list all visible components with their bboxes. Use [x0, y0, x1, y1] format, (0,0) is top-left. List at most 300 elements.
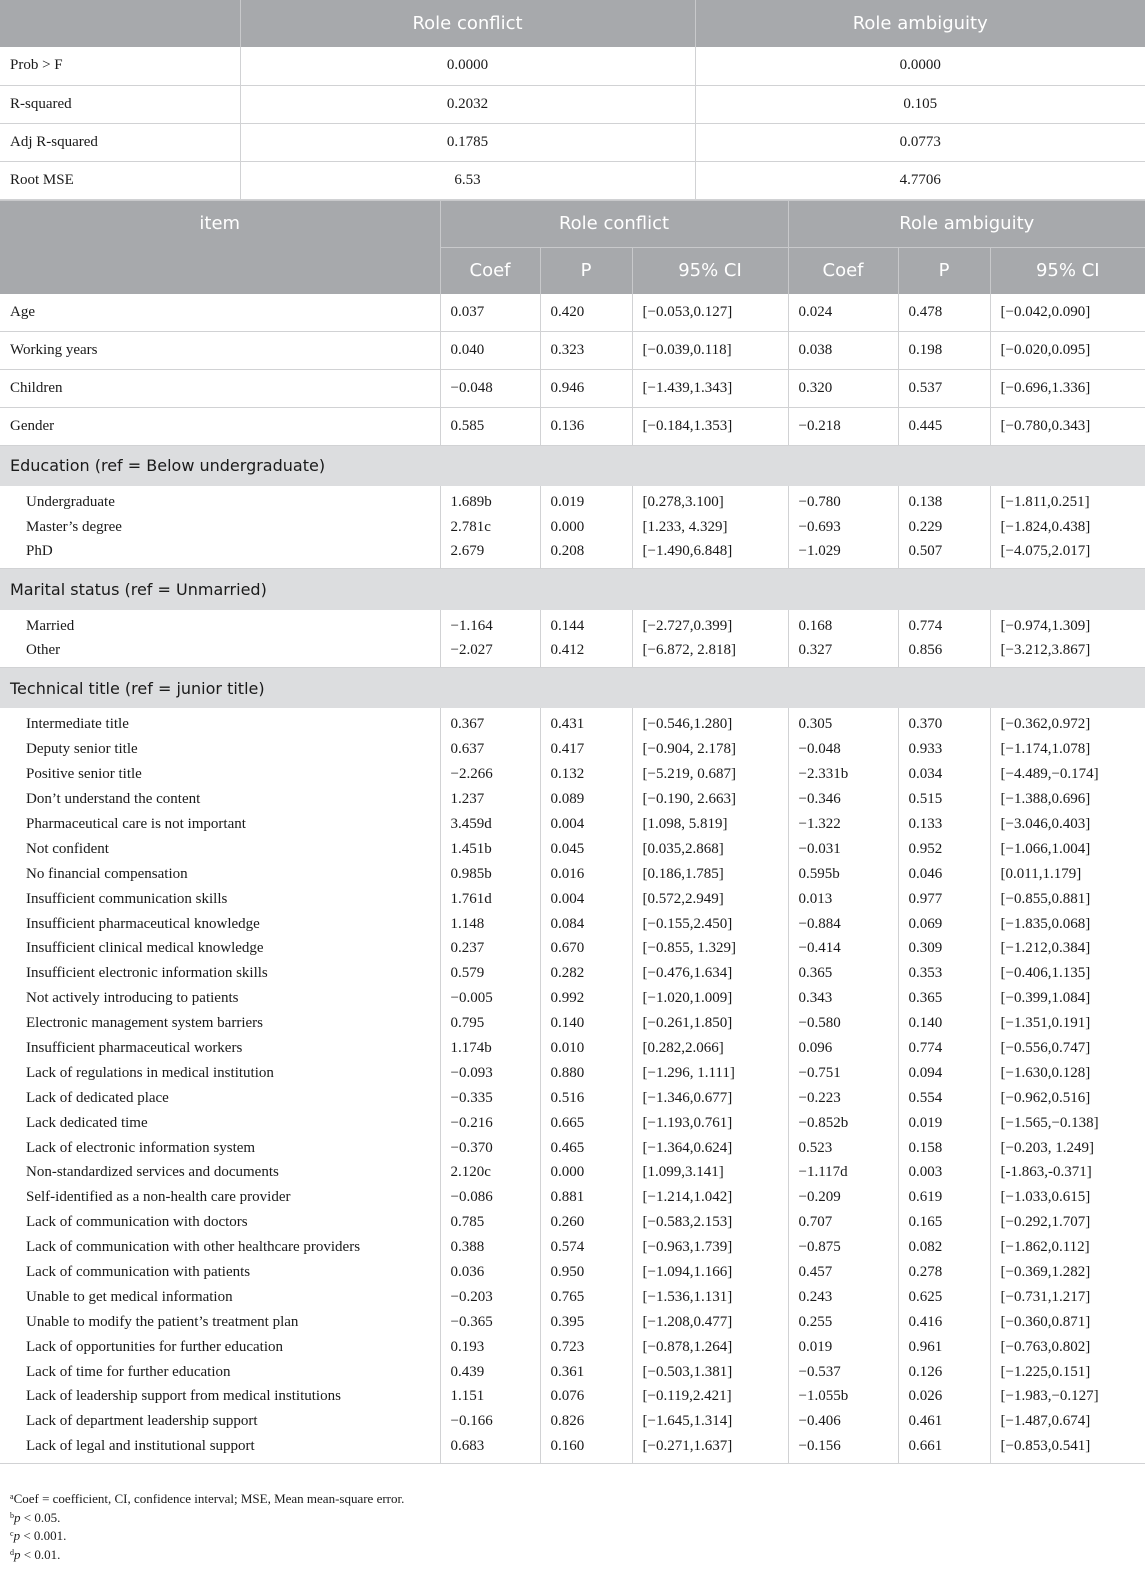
table-row [0, 1310, 1145, 1335]
conflict-ci: [−0.583,2.153] [632, 1210, 788, 1235]
table-row [0, 486, 1145, 515]
conflict-coef: 2.679 [440, 540, 540, 569]
ambiguity-ci: [−1.835,0.068] [990, 912, 1145, 937]
table-row [0, 1385, 1145, 1410]
summary-ambiguity-value: 0.0000 [695, 47, 1145, 85]
conflict-p: 0.016 [540, 862, 632, 887]
row-label: Lack of time for further education [26, 1363, 231, 1380]
table-row [0, 812, 1145, 837]
row-label: No financial compensation [26, 865, 188, 882]
ambiguity-ci: [−0.203, 1.249] [990, 1136, 1145, 1161]
conflict-coef: 0.683 [440, 1434, 540, 1463]
footnote-threshold: < 0.05. [20, 1509, 61, 1525]
conflict-ci: [0.035,2.868] [632, 837, 788, 862]
ambiguity-p: 0.478 [898, 294, 990, 332]
row-label: Lack of dedicated place [26, 1089, 169, 1106]
conflict-coef: 0.785 [440, 1210, 540, 1235]
conflict-ci: [−1.020,1.009] [632, 986, 788, 1011]
summary-label: Root MSE [0, 161, 240, 199]
conflict-p: 0.574 [540, 1235, 632, 1260]
ambiguity-ci: [−1.033,0.615] [990, 1185, 1145, 1210]
conflict-coef: −0.370 [440, 1136, 540, 1161]
conflict-coef: 0.037 [440, 294, 540, 332]
conflict-coef: 1.689b [440, 486, 540, 515]
conflict-p: 0.089 [540, 787, 632, 812]
footnote-mark: c [10, 1529, 14, 1538]
section-title: Technical title (ref = junior title) [0, 667, 1145, 708]
table-row [0, 1086, 1145, 1111]
row-label: Unable to modify the patient’s treatment plan [26, 1313, 299, 1330]
ambiguity-p: 0.158 [898, 1136, 990, 1161]
table-row [0, 1185, 1145, 1210]
ambiguity-coef: −0.751 [788, 1061, 898, 1086]
ambiguity-coef: −0.580 [788, 1011, 898, 1036]
conflict-p: 0.417 [540, 737, 632, 762]
conflict-ci: [−1.645,1.314] [632, 1409, 788, 1434]
conflict-p: 0.004 [540, 812, 632, 837]
conflict-ci: [−0.878,1.264] [632, 1335, 788, 1360]
conflict-coef: 2.781c [440, 515, 540, 540]
footnote-p: p [13, 1528, 21, 1543]
row-label: Pharmaceutical care is not important [26, 815, 246, 832]
ambiguity-coef: 0.595b [788, 862, 898, 887]
ambiguity-coef: −0.780 [788, 486, 898, 515]
ambiguity-coef: −0.346 [788, 787, 898, 812]
conflict-p: 0.010 [540, 1036, 632, 1061]
row-label: Other [0, 639, 440, 668]
ambiguity-ci: [−3.212,3.867] [990, 639, 1145, 668]
ambiguity-ci: [−1.388,0.696] [990, 787, 1145, 812]
summary-label: Adj R-squared [0, 123, 240, 161]
ambiguity-coef: −1.322 [788, 812, 898, 837]
conflict-coef: −0.093 [440, 1061, 540, 1086]
footnote-p: p [14, 1546, 21, 1562]
conflict-ci: [−6.872, 2.818] [632, 639, 788, 668]
ambiguity-p: 0.774 [898, 610, 990, 639]
row-label: Positive senior title [26, 766, 142, 783]
ambiguity-ci: [−3.046,0.403] [990, 812, 1145, 837]
row-label: Master’s degree [26, 518, 122, 535]
ambiguity-coef: 0.038 [788, 332, 898, 370]
conflict-coef: 0.795 [440, 1011, 540, 1036]
ambiguity-ci: [−0.962,0.516] [990, 1086, 1145, 1111]
ambiguity-coef: −0.537 [788, 1360, 898, 1385]
ambiguity-ci: [−0.020,0.095] [990, 332, 1145, 370]
conflict-coef: −0.365 [440, 1310, 540, 1335]
row-label: Insufficient electronic information skills [26, 965, 268, 982]
summary-conflict-value: 0.2032 [240, 85, 695, 123]
conflict-coef: 1.451b [440, 837, 540, 862]
table-row [0, 639, 1145, 668]
row-label: Don’t understand the content [26, 791, 201, 808]
conflict-coef: 0.585 [440, 407, 540, 445]
conflict-p: 0.000 [540, 515, 632, 540]
ambiguity-ci: [−1.811,0.251] [990, 486, 1145, 515]
conflict-p: 0.881 [540, 1185, 632, 1210]
ambiguity-coef: −0.884 [788, 912, 898, 937]
ambiguity-p: 0.278 [898, 1260, 990, 1285]
footnote-line [10, 1526, 404, 1545]
row-label: Not actively introducing to patients [26, 990, 239, 1007]
conflict-ci: [−0.184,1.353] [632, 407, 788, 445]
conflict-ci: [0.572,2.949] [632, 887, 788, 912]
row-label: Unable to get medical information [26, 1288, 233, 1305]
row-label: Lack of leadership support from medical institutions [26, 1388, 341, 1405]
ambiguity-coef: −1.117d [788, 1160, 898, 1185]
header-conflict-p: P [540, 247, 632, 294]
conflict-p: 0.431 [540, 708, 632, 737]
conflict-coef: 0.388 [440, 1235, 540, 1260]
footnote-threshold: < 0.001. [20, 1528, 67, 1543]
conflict-p: 0.723 [540, 1335, 632, 1360]
ambiguity-coef: 0.024 [788, 294, 898, 332]
table-row [0, 1160, 1145, 1185]
ambiguity-p: 0.774 [898, 1036, 990, 1061]
row-label: Self-identified as a non-health care provider [26, 1189, 291, 1206]
table-row [0, 1335, 1145, 1360]
conflict-p: 0.765 [540, 1285, 632, 1310]
table-row [0, 1011, 1145, 1036]
conflict-coef: 0.985b [440, 862, 540, 887]
row-label: Insufficient pharmaceutical workers [26, 1039, 243, 1056]
conflict-p: 0.144 [540, 610, 632, 639]
conflict-ci: [0.186,1.785] [632, 862, 788, 887]
ambiguity-ci: [−1.630,0.128] [990, 1061, 1145, 1086]
ambiguity-ci: [−0.780,0.343] [990, 407, 1145, 445]
row-label: Intermediate title [26, 716, 129, 733]
ambiguity-p: 0.138 [898, 486, 990, 515]
footnote-line [10, 1545, 404, 1564]
conflict-p: 0.282 [540, 961, 632, 986]
table-row [0, 837, 1145, 862]
main-header-row [0, 200, 1145, 247]
conflict-coef: 0.237 [440, 936, 540, 961]
summary-header-row [0, 0, 1145, 47]
ambiguity-p: 0.229 [898, 515, 990, 540]
conflict-ci: [1.098, 5.819] [632, 812, 788, 837]
ambiguity-p: 0.198 [898, 332, 990, 370]
conflict-ci: [−1.296, 1.111] [632, 1061, 788, 1086]
conflict-coef: 0.579 [440, 961, 540, 986]
conflict-coef: 0.040 [440, 332, 540, 370]
header-role-ambiguity: Role ambiguity [788, 200, 1145, 247]
ambiguity-coef: 0.327 [788, 639, 898, 668]
ambiguity-ci: [−1.862,0.112] [990, 1235, 1145, 1260]
footnote-line [10, 1489, 404, 1508]
conflict-coef: 0.439 [440, 1360, 540, 1385]
table-row [0, 986, 1145, 1011]
conflict-ci: [−1.094,1.166] [632, 1260, 788, 1285]
ambiguity-coef: −0.209 [788, 1185, 898, 1210]
conflict-ci: [1.099,3.141] [632, 1160, 788, 1185]
ambiguity-p: 0.133 [898, 812, 990, 837]
ambiguity-p: 0.094 [898, 1061, 990, 1086]
conflict-ci: [−0.855, 1.329] [632, 936, 788, 961]
ambiguity-coef: −0.031 [788, 837, 898, 862]
ambiguity-coef: −0.156 [788, 1434, 898, 1463]
table-row [0, 332, 1145, 370]
row-label: Undergraduate [26, 493, 115, 510]
row-label: Children [0, 370, 440, 408]
conflict-ci: [−0.476,1.634] [632, 961, 788, 986]
ambiguity-coef: 0.457 [788, 1260, 898, 1285]
conflict-p: 0.160 [540, 1434, 632, 1463]
conflict-ci: [0.282,2.066] [632, 1036, 788, 1061]
summary-row [0, 85, 1145, 123]
ambiguity-coef: −0.223 [788, 1086, 898, 1111]
conflict-ci: [−0.271,1.637] [632, 1434, 788, 1463]
conflict-ci: [−1.346,0.677] [632, 1086, 788, 1111]
conflict-ci: [1.233, 4.329] [632, 515, 788, 540]
ambiguity-coef: 0.243 [788, 1285, 898, 1310]
section-row [0, 445, 1145, 486]
row-label: Lack of communication with other healthcare providers [26, 1239, 361, 1256]
conflict-p: 0.084 [540, 912, 632, 937]
footnote-text: Coef = coefficient, CI, confidence interval; MSE, Mean mean-square error. [13, 1491, 405, 1506]
conflict-p: 0.132 [540, 762, 632, 787]
ambiguity-coef: 0.305 [788, 708, 898, 737]
ambiguity-ci: [−1.225,0.151] [990, 1360, 1145, 1385]
summary-conflict-value: 6.53 [240, 161, 695, 199]
conflict-ci: [−0.039,0.118] [632, 332, 788, 370]
row-label: PhD [0, 540, 440, 569]
conflict-ci: [−1.536,1.131] [632, 1285, 788, 1310]
ambiguity-coef: 0.320 [788, 370, 898, 408]
footnote-p: p [14, 1509, 21, 1525]
row-label: Insufficient pharmaceutical knowledge [26, 915, 260, 932]
ambiguity-ci: [−0.853,0.541] [990, 1434, 1145, 1463]
ambiguity-ci: [−0.556,0.747] [990, 1036, 1145, 1061]
header-ambiguity-p: P [898, 247, 990, 294]
conflict-coef: −0.166 [440, 1409, 540, 1434]
conflict-p: 0.076 [540, 1385, 632, 1410]
table-row [0, 1360, 1145, 1385]
row-label: Lack of communication with patients [26, 1263, 251, 1280]
ambiguity-p: 0.445 [898, 407, 990, 445]
summary-ambiguity-value: 4.7706 [695, 161, 1145, 199]
section-title: Education (ref = Below undergraduate) [0, 445, 1145, 486]
conflict-p: 0.000 [540, 1160, 632, 1185]
table-row [0, 515, 1145, 540]
conflict-coef: 0.367 [440, 708, 540, 737]
footnote-mark: d [10, 1547, 14, 1557]
ambiguity-ci: [−0.399,1.084] [990, 986, 1145, 1011]
summary-row [0, 47, 1145, 85]
ambiguity-p: 0.661 [898, 1434, 990, 1463]
ambiguity-ci: [0.011,1.179] [990, 862, 1145, 887]
conflict-coef: 2.120c [440, 1160, 540, 1185]
ambiguity-p: 0.554 [898, 1086, 990, 1111]
conflict-coef: 1.761d [440, 887, 540, 912]
summary-ambiguity-value: 0.105 [695, 85, 1145, 123]
conflict-p: 0.045 [540, 837, 632, 862]
ambiguity-coef: −1.055b [788, 1385, 898, 1410]
row-label: Lack of department leadership support [26, 1413, 258, 1430]
ambiguity-coef: −0.414 [788, 936, 898, 961]
conflict-coef: −2.027 [440, 639, 540, 668]
ambiguity-coef: 0.096 [788, 1036, 898, 1061]
ambiguity-coef: 0.523 [788, 1136, 898, 1161]
ambiguity-p: 0.977 [898, 887, 990, 912]
ambiguity-ci: [−1.212,0.384] [990, 936, 1145, 961]
table-row [0, 370, 1145, 408]
ambiguity-p: 0.019 [898, 1111, 990, 1136]
ambiguity-p: 0.625 [898, 1285, 990, 1310]
header-ambiguity-coef: Coef [788, 247, 898, 294]
ambiguity-p: 0.461 [898, 1409, 990, 1434]
table-row [0, 1285, 1145, 1310]
table-row [0, 1111, 1145, 1136]
conflict-ci: [−0.119,2.421] [632, 1385, 788, 1410]
table-row [0, 762, 1145, 787]
ambiguity-p: 0.026 [898, 1385, 990, 1410]
table-row [0, 912, 1145, 937]
ambiguity-p: 0.309 [898, 936, 990, 961]
conflict-ci: [−1.208,0.477] [632, 1310, 788, 1335]
summary-header-role-ambiguity: Role ambiguity [695, 0, 1145, 47]
ambiguity-p: 0.537 [898, 370, 990, 408]
summary-row [0, 161, 1145, 199]
table-row [0, 294, 1145, 332]
ambiguity-p: 0.034 [898, 762, 990, 787]
conflict-ci: [−0.155,2.450] [632, 912, 788, 937]
header-conflict-ci: 95% CI [632, 247, 788, 294]
row-label: Electronic management system barriers [26, 1015, 263, 1032]
ambiguity-ci: [−0.042,0.090] [990, 294, 1145, 332]
ambiguity-coef: 0.168 [788, 610, 898, 639]
summary-ambiguity-value: 0.0773 [695, 123, 1145, 161]
row-label: Not confident [26, 840, 109, 857]
ambiguity-p: 0.046 [898, 862, 990, 887]
ambiguity-p: 0.961 [898, 1335, 990, 1360]
row-label: Married [26, 617, 75, 634]
conflict-coef: −0.086 [440, 1185, 540, 1210]
conflict-p: 0.665 [540, 1111, 632, 1136]
ambiguity-coef: 0.343 [788, 986, 898, 1011]
ambiguity-ci: [−4.075,2.017] [990, 540, 1145, 569]
ambiguity-coef: 0.013 [788, 887, 898, 912]
row-label: Deputy senior title [26, 741, 138, 758]
model-summary-table [0, 0, 1145, 200]
conflict-ci: [−0.546,1.280] [632, 708, 788, 737]
conflict-p: 0.208 [540, 540, 632, 569]
table-row [0, 787, 1145, 812]
table-row [0, 961, 1145, 986]
section-row [0, 569, 1145, 610]
conflict-ci: [−1.214,1.042] [632, 1185, 788, 1210]
conflict-ci: [−0.963,1.739] [632, 1235, 788, 1260]
ambiguity-ci: [−1.824,0.438] [990, 515, 1145, 540]
conflict-p: 0.420 [540, 294, 632, 332]
conflict-ci: [−1.439,1.343] [632, 370, 788, 408]
section-row [0, 667, 1145, 708]
ambiguity-p: 0.069 [898, 912, 990, 937]
conflict-coef: −2.266 [440, 762, 540, 787]
ambiguity-ci: [-1.863,-0.371] [990, 1160, 1145, 1185]
conflict-p: 0.361 [540, 1360, 632, 1385]
ambiguity-p: 0.952 [898, 837, 990, 862]
conflict-p: 0.670 [540, 936, 632, 961]
conflict-coef: 1.148 [440, 912, 540, 937]
ambiguity-p: 0.353 [898, 961, 990, 986]
conflict-p: 0.880 [540, 1061, 632, 1086]
conflict-coef: −0.005 [440, 986, 540, 1011]
conflict-ci: [−0.261,1.850] [632, 1011, 788, 1036]
row-label: Lack of electronic information system [26, 1139, 256, 1156]
row-label: Working years [0, 332, 440, 370]
ambiguity-coef: −1.029 [788, 540, 898, 569]
ambiguity-ci: [−0.974,1.309] [990, 610, 1145, 639]
ambiguity-coef: 0.255 [788, 1310, 898, 1335]
table-row [0, 1061, 1145, 1086]
table-row [0, 540, 1145, 569]
ambiguity-p: 0.370 [898, 708, 990, 737]
conflict-coef: 1.174b [440, 1036, 540, 1061]
row-label: Insufficient communication skills [26, 890, 228, 907]
table-row [0, 610, 1145, 639]
conflict-coef: −0.335 [440, 1086, 540, 1111]
conflict-p: 0.323 [540, 332, 632, 370]
conflict-coef: −0.216 [440, 1111, 540, 1136]
summary-label: R-squared [0, 85, 240, 123]
conflict-coef: 1.237 [440, 787, 540, 812]
row-label: Lack of opportunities for further education [26, 1338, 283, 1355]
conflict-ci: [−0.904, 2.178] [632, 737, 788, 762]
row-label: Insufficient clinical medical knowledge [26, 940, 264, 957]
ambiguity-p: 0.165 [898, 1210, 990, 1235]
conflict-p: 0.412 [540, 639, 632, 668]
ambiguity-ci: [−0.362,0.972] [990, 708, 1145, 737]
table-footnotes [10, 1489, 404, 1563]
table-row [0, 887, 1145, 912]
conflict-p: 0.992 [540, 986, 632, 1011]
row-label: Lack dedicated time [26, 1114, 148, 1131]
conflict-ci: [−0.190, 2.663] [632, 787, 788, 812]
ambiguity-p: 0.619 [898, 1185, 990, 1210]
summary-header-blank [0, 0, 240, 47]
conflict-p: 0.950 [540, 1260, 632, 1285]
ambiguity-coef: 0.707 [788, 1210, 898, 1235]
ambiguity-p: 0.082 [898, 1235, 990, 1260]
conflict-ci: [−1.364,0.624] [632, 1136, 788, 1161]
ambiguity-ci: [−1.487,0.674] [990, 1409, 1145, 1434]
regression-table [0, 200, 1145, 1464]
ambiguity-p: 0.003 [898, 1160, 990, 1185]
conflict-p: 0.395 [540, 1310, 632, 1335]
ambiguity-ci: [−0.360,0.871] [990, 1310, 1145, 1335]
summary-row [0, 123, 1145, 161]
ambiguity-coef: −0.406 [788, 1409, 898, 1434]
ambiguity-coef: −2.331b [788, 762, 898, 787]
conflict-p: 0.260 [540, 1210, 632, 1235]
ambiguity-ci: [−1.565,−0.138] [990, 1111, 1145, 1136]
header-role-conflict: Role conflict [440, 200, 788, 247]
ambiguity-coef: −0.048 [788, 737, 898, 762]
ambiguity-p: 0.933 [898, 737, 990, 762]
ambiguity-ci: [−1.066,1.004] [990, 837, 1145, 862]
conflict-coef: 3.459d [440, 812, 540, 837]
ambiguity-p: 0.365 [898, 986, 990, 1011]
conflict-coef: 0.036 [440, 1260, 540, 1285]
table-row [0, 1136, 1145, 1161]
conflict-coef: −0.203 [440, 1285, 540, 1310]
conflict-coef: −0.048 [440, 370, 540, 408]
ambiguity-coef: −0.218 [788, 407, 898, 445]
conflict-p: 0.136 [540, 407, 632, 445]
footnote-mark: b [10, 1510, 14, 1520]
conflict-p: 0.465 [540, 1136, 632, 1161]
row-label: Age [0, 294, 440, 332]
